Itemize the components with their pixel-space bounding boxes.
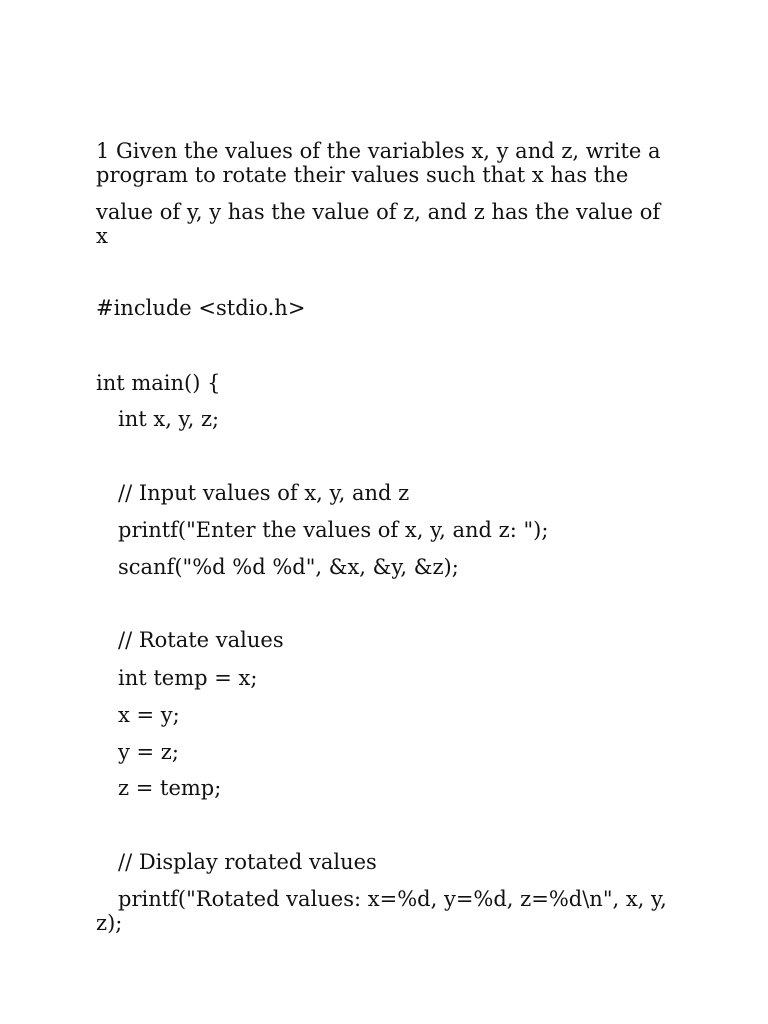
code-printf-result: printf("Rotated values: x=%d, y=%d, z=%d\n", x, y,: [118, 887, 667, 911]
code-x-assign: x = y;: [118, 703, 180, 727]
question-line-2: program to rotate their values such that x has the: [96, 163, 629, 187]
code-printf-prompt: printf("Enter the values of x, y, and z: ");: [118, 518, 549, 542]
code-printf-result-cont: z);: [96, 911, 123, 935]
code-comment-input: // Input values of x, y, and z: [118, 481, 410, 505]
question-line-4: x: [96, 224, 108, 248]
code-comment-display: // Display rotated values: [118, 850, 377, 874]
code-scanf: scanf("%d %d %d", &x, &y, &z);: [118, 555, 459, 579]
question-line-3: value of y, y has the value of z, and z has the value of: [96, 200, 661, 224]
code-declare: int x, y, z;: [118, 407, 220, 431]
code-y-assign: y = z;: [118, 740, 179, 764]
question-line-1: 1 Given the values of the variables x, y and z, write a: [96, 139, 661, 163]
code-main-open: int main() {: [96, 371, 221, 395]
code-include: #include <stdio.h>: [96, 296, 306, 320]
code-temp: int temp = x;: [118, 666, 258, 690]
code-comment-rotate: // Rotate values: [118, 628, 284, 652]
code-z-assign: z = temp;: [118, 776, 222, 800]
